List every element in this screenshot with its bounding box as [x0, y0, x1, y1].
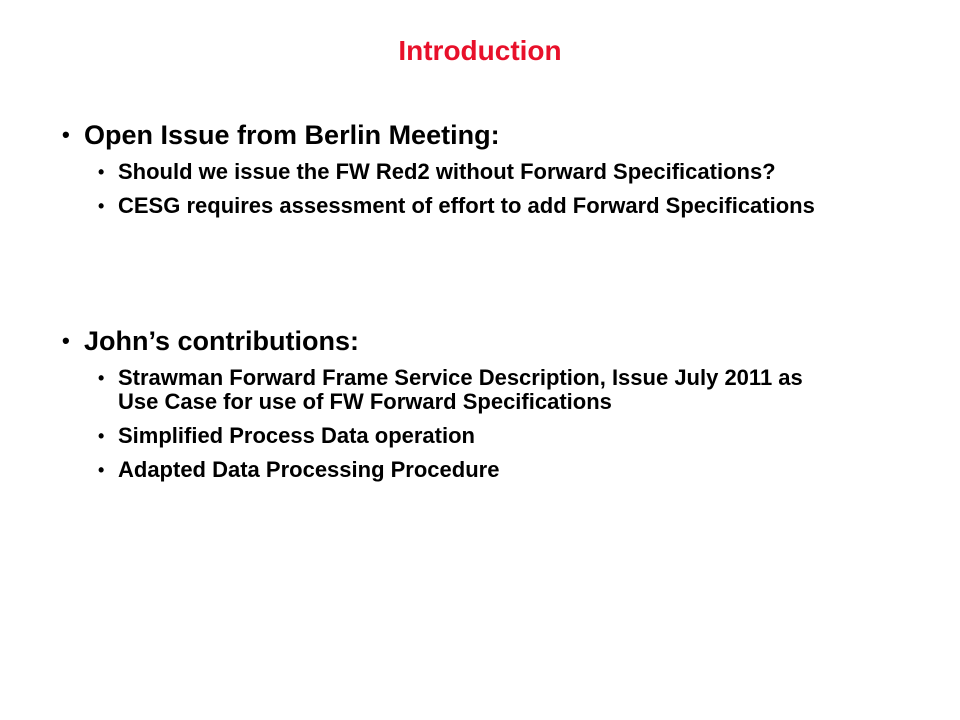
sub-bullet-list — [62, 160, 912, 218]
bullet-item-level1 — [62, 322, 912, 360]
bullet-icon: • — [98, 368, 105, 388]
bullet-text: Should we issue the FW Red2 without Forward Specifications? — [118, 159, 776, 184]
bullet-item-level2 — [62, 458, 818, 482]
bullet-item-level2 — [62, 424, 818, 448]
bullet-item-level2 — [62, 160, 818, 184]
section-heading: John’s contributions: — [84, 326, 359, 356]
bullet-icon: • — [98, 460, 105, 480]
section-contributions — [62, 322, 912, 492]
section-open-issue — [62, 116, 912, 228]
bullet-icon: • — [62, 328, 70, 353]
section-heading: Open Issue from Berlin Meeting: — [84, 120, 500, 150]
bullet-text: Adapted Data Processing Procedure — [118, 457, 500, 482]
bullet-item-level2 — [62, 194, 818, 218]
bullet-item-level1 — [62, 116, 912, 154]
bullet-icon: • — [98, 162, 105, 182]
sub-bullet-list — [62, 366, 912, 482]
bullet-icon: • — [98, 196, 105, 216]
bullet-text: Strawman Forward Frame Service Description, Issue July 2011 as Use Case for use of FW Forward Specifications — [118, 365, 803, 414]
bullet-icon: • — [62, 122, 70, 147]
bullet-icon: • — [98, 426, 105, 446]
bullet-item-level2 — [62, 366, 818, 414]
bullet-text: Simplified Process Data operation — [118, 423, 475, 448]
bullet-text: CESG requires assessment of effort to add Forward Specifications — [118, 193, 815, 218]
slide-title: Introduction — [398, 35, 562, 66]
